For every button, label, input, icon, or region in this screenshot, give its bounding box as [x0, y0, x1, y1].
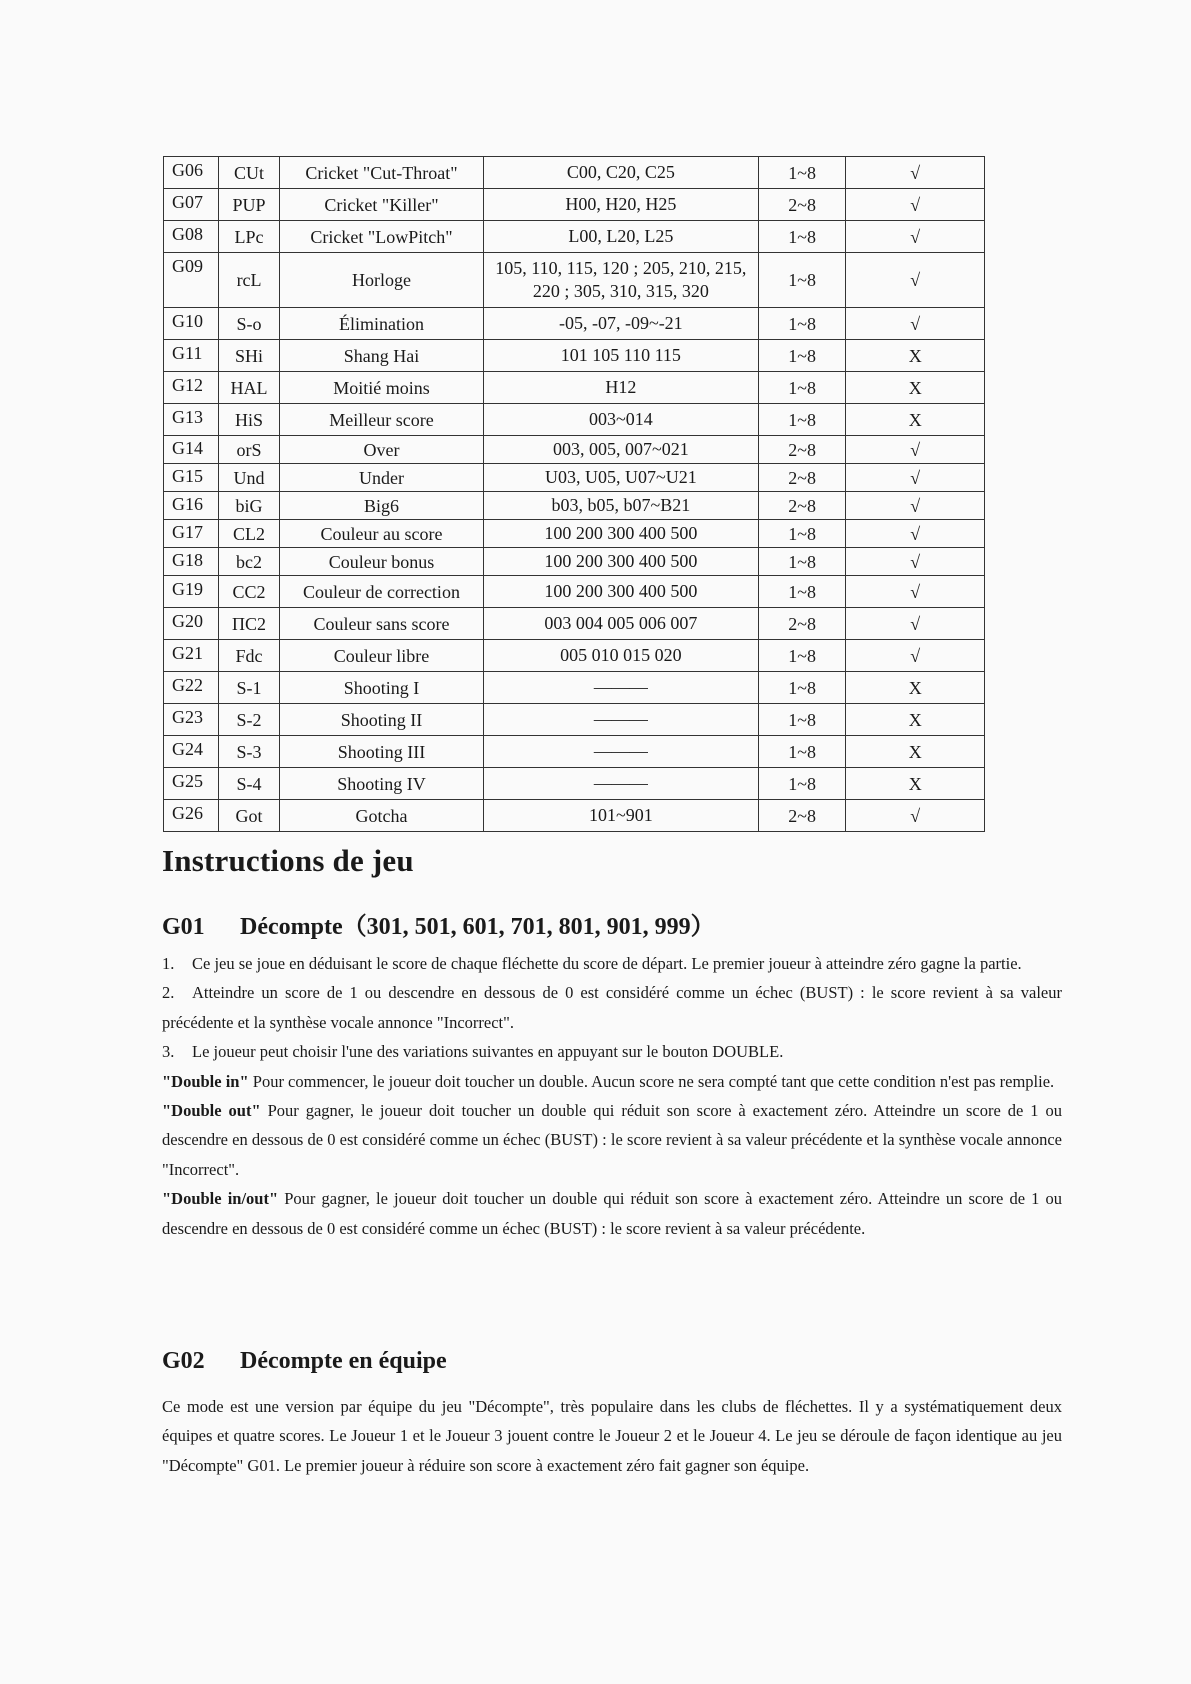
table-row — [164, 672, 985, 704]
variation-label: "Double in/out" — [162, 1189, 279, 1209]
game-name-cell: Over — [280, 436, 484, 464]
variation-label: "Double in" — [162, 1071, 249, 1091]
game-code-cell: G23 — [164, 704, 219, 736]
table-row — [164, 520, 985, 548]
table-row — [164, 436, 985, 464]
game-options-cell: 100 200 300 400 500 — [483, 520, 758, 548]
game-options-cell: 105, 110, 115, 120 ; 205, 210, 215, 220 ; 305, 310, 315, 320 — [483, 253, 758, 308]
game-name-cell: Élimination — [280, 308, 484, 340]
game-options-cell: ——— — [483, 672, 758, 704]
paragraph-text: Le joueur peut choisir l'une des variations suivantes en appuyant sur le bouton DOUBLE. — [192, 1042, 784, 1062]
list-number: 2. — [162, 983, 175, 1003]
table-row — [164, 157, 985, 189]
table-row — [164, 308, 985, 340]
section-title: Décompte（301, 501, 601, 701, 801, 901, 999） — [240, 914, 715, 940]
handicap-mark-cell: √ — [846, 436, 985, 464]
handicap-mark-cell: √ — [846, 221, 985, 253]
handicap-mark-cell: X — [846, 372, 985, 404]
game-options-cell: 100 200 300 400 500 — [483, 548, 758, 576]
game-code-cell: G08 — [164, 221, 219, 253]
player-count-cell: 2~8 — [758, 189, 846, 221]
game-name-cell: Couleur bonus — [280, 548, 484, 576]
games-table-body — [164, 157, 985, 832]
game-name-cell: Shooting IV — [280, 768, 484, 800]
game-code-cell: G25 — [164, 768, 219, 800]
handicap-mark-cell: √ — [846, 548, 985, 576]
table-row — [164, 768, 985, 800]
variation-text: Pour gagner, le joueur doit toucher un double qui réduit son score à exactement zéro. Atteindre un score de 1 ou descendre en dessous de 0 est considéré comme un échec (BUST) : le score revient à sa valeur précédente et la synthèse vocale annonce "Incorrect". — [162, 1101, 1062, 1179]
paragraph-text: Ce jeu se joue en déduisant le score de chaque fléchette du score de départ. Le premier joueur à atteindre zéro gagne la partie. — [192, 954, 1022, 973]
game-name-cell: Gotcha — [280, 800, 484, 832]
display-code-cell: Got — [219, 800, 280, 832]
player-count-cell: 1~8 — [758, 253, 846, 308]
handicap-mark-cell: √ — [846, 640, 985, 672]
game-options-cell: ——— — [483, 736, 758, 768]
game-code-cell: G21 — [164, 640, 219, 672]
game-code-cell: G20 — [164, 608, 219, 640]
game-code-cell: G12 — [164, 372, 219, 404]
table-row — [164, 736, 985, 768]
player-count-cell: 1~8 — [758, 576, 846, 608]
handicap-mark-cell: √ — [846, 576, 985, 608]
game-options-cell: ——— — [483, 768, 758, 800]
game-name-cell: Shooting I — [280, 672, 484, 704]
game-name-cell: Moitié moins — [280, 372, 484, 404]
game-options-cell: 003 004 005 006 007 — [483, 608, 758, 640]
handicap-mark-cell: √ — [846, 520, 985, 548]
handicap-mark-cell: X — [846, 340, 985, 372]
player-count-cell: 1~8 — [758, 372, 846, 404]
display-code-cell: CUt — [219, 157, 280, 189]
handicap-mark-cell: X — [846, 736, 985, 768]
list-number: 3. — [162, 1042, 175, 1062]
table-row — [164, 221, 985, 253]
display-code-cell: orS — [219, 436, 280, 464]
game-code-cell: G19 — [164, 576, 219, 608]
game-code-cell: G22 — [164, 672, 219, 704]
display-code-cell: CC2 — [219, 576, 280, 608]
section-heading-g01 — [162, 906, 715, 941]
game-name-cell: Cricket "LowPitch" — [280, 221, 484, 253]
handicap-mark-cell: √ — [846, 308, 985, 340]
display-code-cell: ПC2 — [219, 608, 280, 640]
player-count-cell: 2~8 — [758, 608, 846, 640]
page-title: Instructions de jeu — [162, 843, 414, 878]
paragraph — [162, 949, 1062, 978]
game-options-cell: 003, 005, 007~021 — [483, 436, 758, 464]
handicap-mark-cell: √ — [846, 157, 985, 189]
variation-double-in-out — [162, 1184, 1062, 1243]
display-code-cell: rcL — [219, 253, 280, 308]
player-count-cell: 2~8 — [758, 492, 846, 520]
game-options-cell: b03, b05, b07~B21 — [483, 492, 758, 520]
section-code: G02 — [162, 1348, 205, 1374]
handicap-mark-cell: √ — [846, 253, 985, 308]
handicap-mark-cell: X — [846, 768, 985, 800]
table-row — [164, 548, 985, 576]
game-code-cell: G17 — [164, 520, 219, 548]
game-name-cell: Meilleur score — [280, 404, 484, 436]
section-body-g02 — [162, 1392, 1062, 1480]
table-row — [164, 640, 985, 672]
game-name-cell: Couleur au score — [280, 520, 484, 548]
game-code-cell: G11 — [164, 340, 219, 372]
table-row — [164, 253, 985, 308]
game-name-cell: Big6 — [280, 492, 484, 520]
game-options-cell: L00, L20, L25 — [483, 221, 758, 253]
player-count-cell: 1~8 — [758, 736, 846, 768]
table-row — [164, 404, 985, 436]
section-heading-g02 — [162, 1348, 447, 1375]
handicap-mark-cell: √ — [846, 189, 985, 221]
display-code-cell: PUP — [219, 189, 280, 221]
player-count-cell: 2~8 — [758, 800, 846, 832]
table-row — [164, 800, 985, 832]
player-count-cell: 2~8 — [758, 436, 846, 464]
display-code-cell: Fdc — [219, 640, 280, 672]
games-table — [163, 156, 985, 832]
game-options-cell: 005 010 015 020 — [483, 640, 758, 672]
display-code-cell: HiS — [219, 404, 280, 436]
player-count-cell: 1~8 — [758, 308, 846, 340]
table-row — [164, 189, 985, 221]
game-code-cell: G24 — [164, 736, 219, 768]
display-code-cell: HAL — [219, 372, 280, 404]
game-code-cell: G18 — [164, 548, 219, 576]
game-name-cell: Shang Hai — [280, 340, 484, 372]
table-row — [164, 372, 985, 404]
variation-label: "Double out" — [162, 1101, 261, 1121]
variation-double-out — [162, 1096, 1062, 1184]
game-name-cell: Horloge — [280, 253, 484, 308]
section-title: Décompte en équipe — [240, 1348, 447, 1374]
paragraph: Ce mode est une version par équipe du jeu "Décompte", très populaire dans les clubs de fléchettes. Il y a systématiquement deux équipes et quatre scores. Le Joueur 1 et le Joueur 3 jouent contre le Joueur 2 et le Joueur 4. Le jeu se déroule de façon identique au jeu "Décompte" G01. Le premier joueur à réduire son score à exactement zéro fait gagner son équipe. — [162, 1397, 1062, 1475]
game-name-cell: Couleur sans score — [280, 608, 484, 640]
player-count-cell: 1~8 — [758, 768, 846, 800]
handicap-mark-cell: √ — [846, 800, 985, 832]
game-code-cell: G13 — [164, 404, 219, 436]
variation-double-in — [162, 1067, 1062, 1096]
game-name-cell: Cricket "Cut-Throat" — [280, 157, 484, 189]
game-code-cell: G09 — [164, 253, 219, 308]
player-count-cell: 1~8 — [758, 221, 846, 253]
display-code-cell: S-2 — [219, 704, 280, 736]
game-options-cell: 101~901 — [483, 800, 758, 832]
table-row — [164, 576, 985, 608]
game-options-cell: H00, H20, H25 — [483, 189, 758, 221]
display-code-cell: S-o — [219, 308, 280, 340]
game-options-cell: ——— — [483, 704, 758, 736]
display-code-cell: S-1 — [219, 672, 280, 704]
game-name-cell: Couleur libre — [280, 640, 484, 672]
player-count-cell: 1~8 — [758, 548, 846, 576]
game-options-cell: 003~014 — [483, 404, 758, 436]
section-body-g01 — [162, 949, 1062, 1243]
display-code-cell: LPc — [219, 221, 280, 253]
game-code-cell: G10 — [164, 308, 219, 340]
handicap-mark-cell: X — [846, 672, 985, 704]
game-code-cell: G16 — [164, 492, 219, 520]
player-count-cell: 1~8 — [758, 704, 846, 736]
handicap-mark-cell: √ — [846, 464, 985, 492]
table-row — [164, 704, 985, 736]
game-options-cell: -05, -07, -09~-21 — [483, 308, 758, 340]
game-name-cell: Cricket "Killer" — [280, 189, 484, 221]
game-code-cell: G14 — [164, 436, 219, 464]
game-code-cell: G15 — [164, 464, 219, 492]
game-code-cell: G06 — [164, 157, 219, 189]
table-row — [164, 492, 985, 520]
game-options-cell: 100 200 300 400 500 — [483, 576, 758, 608]
game-options-cell: C00, C20, C25 — [483, 157, 758, 189]
table-row — [164, 464, 985, 492]
player-count-cell: 1~8 — [758, 157, 846, 189]
handicap-mark-cell: X — [846, 404, 985, 436]
game-options-cell: 101 105 110 115 — [483, 340, 758, 372]
paragraph — [162, 978, 1062, 1037]
display-code-cell: S-4 — [219, 768, 280, 800]
section-code: G01 — [162, 914, 205, 940]
handicap-mark-cell: X — [846, 704, 985, 736]
game-options-cell: U03, U05, U07~U21 — [483, 464, 758, 492]
paragraph — [162, 1037, 1062, 1066]
display-code-cell: CL2 — [219, 520, 280, 548]
player-count-cell: 2~8 — [758, 464, 846, 492]
game-options-cell: H12 — [483, 372, 758, 404]
player-count-cell: 1~8 — [758, 672, 846, 704]
game-name-cell: Under — [280, 464, 484, 492]
player-count-cell: 1~8 — [758, 340, 846, 372]
display-code-cell: S-3 — [219, 736, 280, 768]
game-name-cell: Shooting III — [280, 736, 484, 768]
display-code-cell: Und — [219, 464, 280, 492]
table-row — [164, 608, 985, 640]
game-name-cell: Couleur de correction — [280, 576, 484, 608]
handicap-mark-cell: √ — [846, 492, 985, 520]
game-code-cell: G07 — [164, 189, 219, 221]
game-code-cell: G26 — [164, 800, 219, 832]
variation-text: Pour commencer, le joueur doit toucher un double. Aucun score ne sera compté tant que cette condition n'est pas remplie. — [248, 1071, 1055, 1091]
display-code-cell: biG — [219, 492, 280, 520]
table-row — [164, 340, 985, 372]
player-count-cell: 1~8 — [758, 520, 846, 548]
game-name-cell: Shooting II — [280, 704, 484, 736]
list-number: 1. — [162, 954, 175, 973]
display-code-cell: SHi — [219, 340, 280, 372]
handicap-mark-cell: √ — [846, 608, 985, 640]
player-count-cell: 1~8 — [758, 640, 846, 672]
variation-text: Pour gagner, le joueur doit toucher un double qui réduit son score à exactement zéro. Atteindre un score de 1 ou descendre en dessous de 0 est considéré comme un échec (BUST) : le score revient à sa valeur précédente. — [162, 1189, 1062, 1238]
player-count-cell: 1~8 — [758, 404, 846, 436]
paragraph-text: Atteindre un score de 1 ou descendre en dessous de 0 est considéré comme un échec (BUST) : le score revient à sa valeur précédente et la synthèse vocale annonce "Incorrect". — [162, 983, 1062, 1032]
display-code-cell: bc2 — [219, 548, 280, 576]
